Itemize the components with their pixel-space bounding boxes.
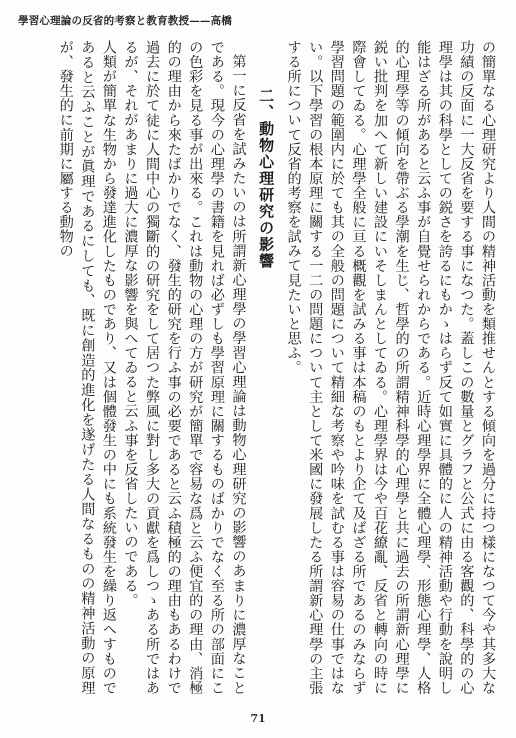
running-header [18, 10, 508, 30]
paragraph-3: 人類が簡單な生物から發達進化したものであり、又は個體發生の中にも系統發生を繰り返へすものであると云ふことが眞理であるにしても、既に創造的進化を遂げたる人間なるものの精神活動の原理が、發生的に前期に屬する動物の [57, 40, 117, 695]
section-heading: 二、動物心理研究の影響 [257, 88, 276, 270]
vertical-text-body [8, 40, 498, 695]
paragraph-1: の簡單なる心理研究より人間の精神活動を類推せんとする傾向を過分に持つ樣になつて今や其多大な功績の反面に一大反省を要する事になつた。蓋しこの數量とグラフと公式に由る客觀的、科學的の心理學は其の科學としての鋭さを誇るにもかゝはらず反て如實に具體的に人の精神活動や行動を說明し能はざる所があると云ふ事が自覺せられからである。近時心理學界に全體心理學、形態心理學、人格的心理學等の傾向を帶ぶる學潮を生じ、哲學的の所謂精神科學的心理學と共に過去の所謂新心理學に鋭い批判を加へて新しい建設にいそしまんとしてゐる。心理學界は今や百花繚亂、反省と轉向の時に際會してゐる。心理學全般に亘る概觀を試みる事は本稿のもとより企て及ばざる所であるのみならず學習問題の範圍内に於ても其の全般の問題について精細な考察や吟味を試むる事は容易の仕事ではない。以下學習の根本原理に關する一二の問題について主として米國に發展したる所謂新心理學の主張する所について反省的考察を試みて見たいと思ふ。 [285, 40, 496, 695]
paragraph-2: 第一に反省を試みたいのは所謂新心理學の學習心理論は動物心理研究の影響のあまりに濃厚なことである。現今の心理學の書籍を見れば必ずしも學習原理に關するものばかりでなく至る所の部面にこの色彩を見る事が出來る。これは動物の心理の方が研究が簡單で容易な爲と云ふ便宜的の理由、消極的の理由から來たばかりでなく、發生的研究を行ふ事の必要であると云ふ積極的の理由もあるわけで過去に於て徒に人間中心の獨斷的の研究をして居つた弊風に對し多大の貢獻を爲しつゝある所ではあるが、それがあまりに過大に濃厚な影響を與へてゐると云ふ事を反省したいのである。 [122, 40, 247, 695]
running-title: 學習心理論の反省的考察と教育教授——高橋 [18, 14, 232, 27]
page-number: 71 [250, 712, 266, 725]
